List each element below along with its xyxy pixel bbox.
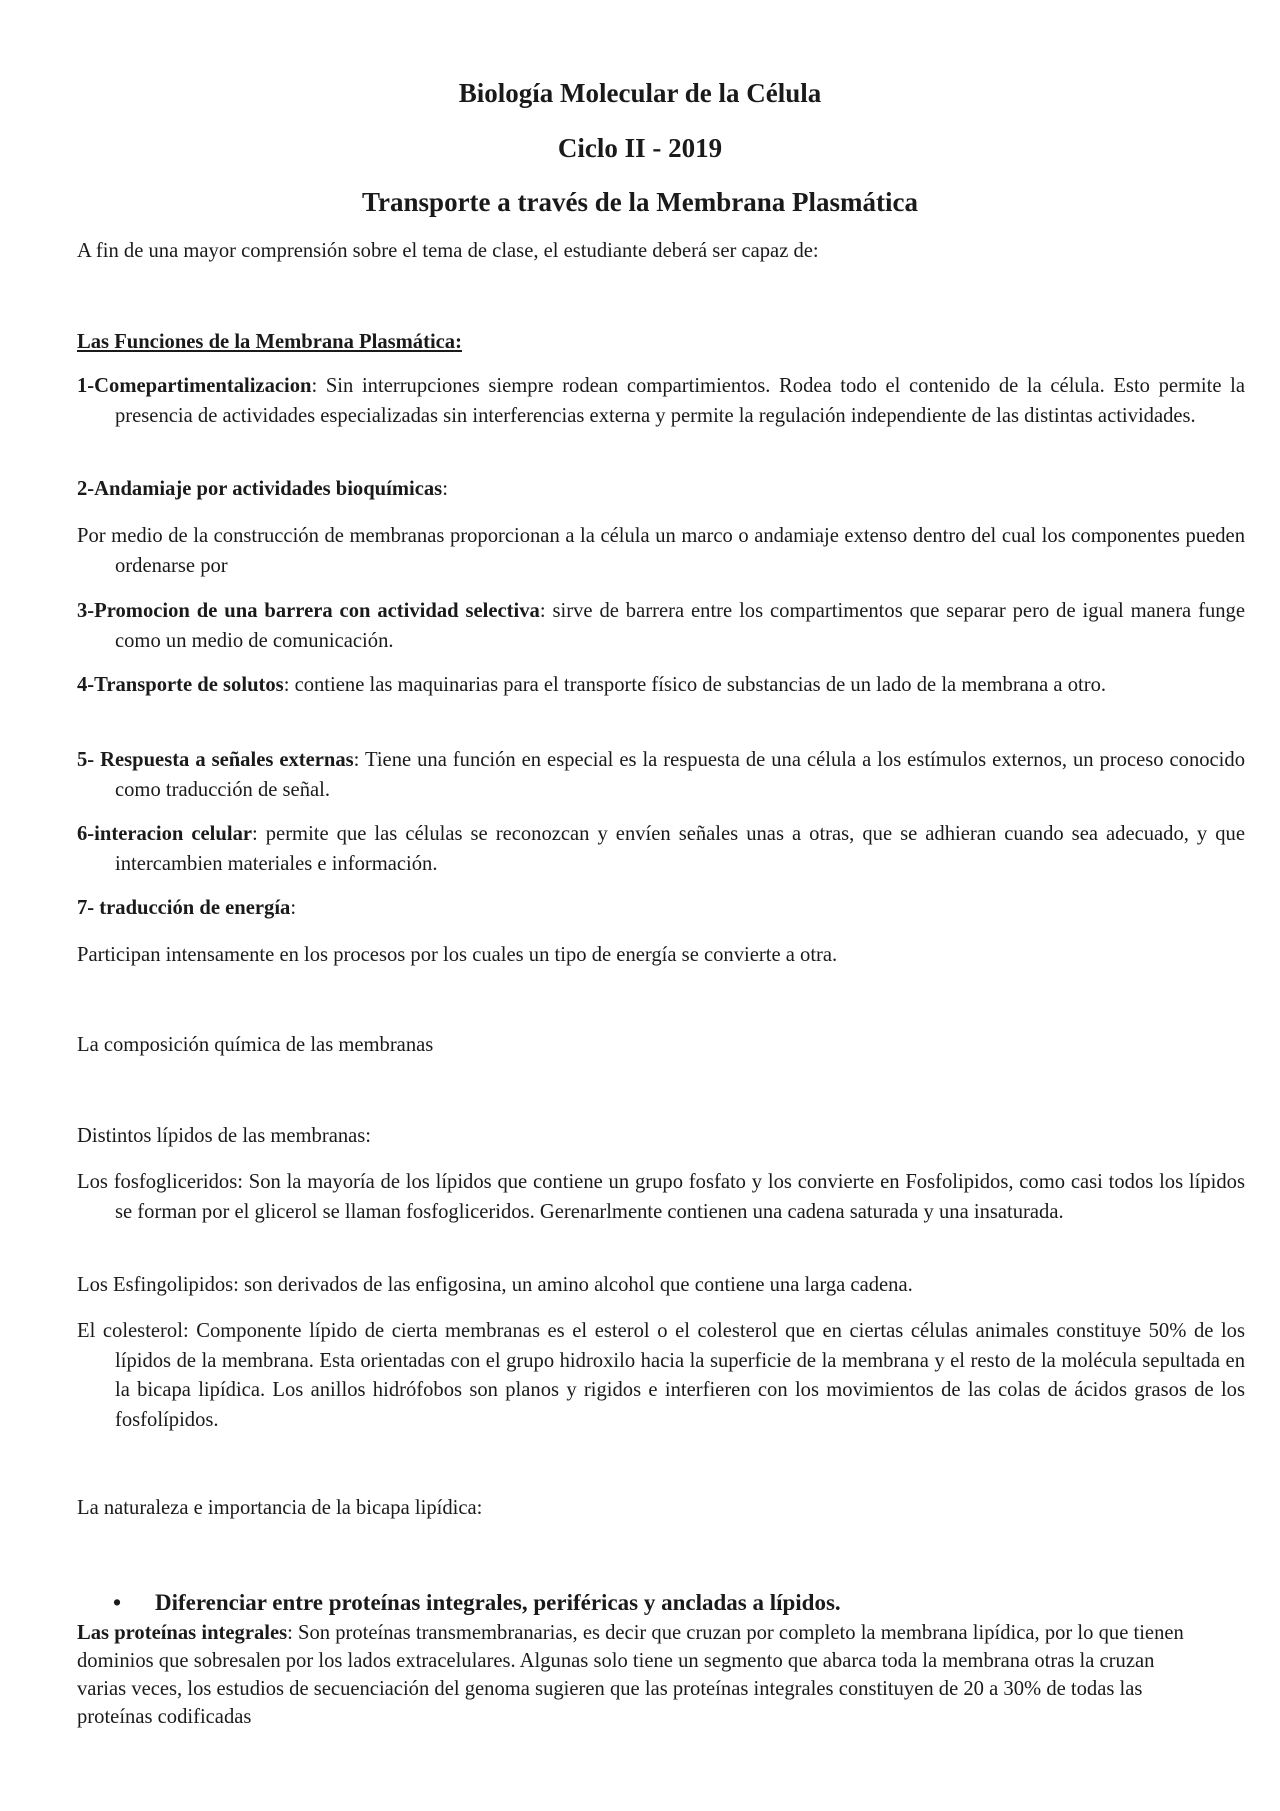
function-text: : [290, 897, 297, 919]
cycle-title: Ciclo II - 2019 [557, 133, 723, 163]
function-text: : [442, 478, 448, 500]
lipid-item-esfingolipidos: Los Esfingolipidos: son derivados de las enfigosina, un amino alcohol que contiene una larga cadena. [77, 1274, 913, 1296]
function-term: 2-Andamiaje por actividades bioquímicas [77, 478, 443, 500]
bilayer-heading: La naturaleza e importancia de la bicapa lipídica: [77, 1497, 483, 1519]
function-text: : permite que las células se reconozcan y envíen señales unas a otras, que se adhieran cuando sea adecuado, y que intercambien materiales e información. [115, 823, 1245, 875]
lipids-heading: Distintos lípidos de las membranas: [77, 1125, 372, 1147]
function-item-2-description [77, 522, 1245, 581]
topic-title: Transporte a través de la Membrana Plasmática [362, 187, 918, 217]
function-item-3 [77, 597, 1245, 656]
function-item-6 [77, 820, 1245, 879]
function-term: 3-Promocion de una barrera con actividad selectiva [77, 600, 540, 622]
function-term: 6-interacion celular [77, 823, 253, 845]
objective-bullet [113, 1588, 1213, 1618]
function-item-7-description [77, 941, 1245, 971]
function-text: Participan intensamente en los procesos por los cuales un tipo de energía se convierte a otra. [77, 944, 838, 966]
function-term: 7- traducción de energía [77, 897, 291, 919]
bullet-icon: • [113, 1590, 122, 1615]
function-text: Por medio de la construcción de membranas proporcionan a la célula un marco o andamiaje extenso dentro del cual los componentes pueden ordenarse por [77, 525, 1245, 577]
lipid-item-colesterol: El colesterol: Componente lípido de cierta membranas es el esterol o el colesterol que en ciertas células animales constituye 50% de los lípidos de la membrana. Esta orientadas con el grupo hidroxilo hacia la superficie de la membrana y el resto de la molécula sepultada en la bicapa lipídica. Los anillos hidrófobos son planos y rigidos e interfieren con los movimientos de las colas de ácidos grasos de los fosfolípidos. [77, 1320, 1245, 1431]
function-term: 4-Transporte de solutos [77, 674, 284, 696]
function-item-7 [77, 894, 1245, 924]
function-item-5 [77, 746, 1245, 805]
integral-text: : Son proteínas transmembranarias, es decir que cruzan por completo la membrana lipídica, por lo que tienen dominios que sobresalen por los lados extracelulares. Algunas solo tiene un segmento que abarca toda la membrana otras la cruzan varias veces, los estudios de secuenciación del genoma sugieren que las proteínas integrales constituyen de 20 a 30% de todas las proteínas codificadas [77, 1622, 1184, 1728]
function-term: 1-Comepartimentalizacion [77, 375, 312, 397]
function-text: : contiene las maquinarias para el transporte físico de substancias de un lado de la membrana a otro. [283, 674, 1107, 696]
function-item-1 [77, 372, 1245, 431]
integral-term: Las proteínas integrales [77, 1622, 288, 1644]
function-item-4 [77, 671, 1245, 701]
lipid-item-fosfogliceridos: Los fosfogliceridos: Son la mayoría de los lípidos que contiene un grupo fosfato y los convierte en Fosfolipidos, como casi todos los lípidos se forman por el glicerol se llaman fosfogliceridos. Gerenarlmente contienen una cadena saturada y una insaturada. [77, 1171, 1245, 1223]
function-text: : Sin interrupciones siempre rodean compartimientos. Rodea todo el contenido de la célula. Esto permite la presencia de actividades especializadas sin interferencias externa y permite la regulación independiente de las distintas actividades. [115, 375, 1245, 427]
composition-heading: La composición química de las membranas [77, 1034, 434, 1056]
course-title: Biología Molecular de la Célula [458, 78, 822, 108]
functions-heading: Las Funciones de la Membrana Plasmática: [77, 331, 462, 353]
intro-paragraph: A fin de una mayor comprensión sobre el tema de clase, el estudiante deberá ser capaz de: [77, 240, 819, 262]
function-item-2 [77, 475, 1245, 505]
function-text: : Tiene una función en especial es la respuesta de una célula a los estímulos externos, un proceso conocido como traducción de señal. [115, 749, 1245, 801]
integral-proteins-paragraph [77, 1619, 1192, 1731]
function-term: 5- Respuesta a señales externas [77, 749, 354, 771]
objective-text: Diferenciar entre proteínas integrales, periféricas y ancladas a lípidos. [155, 1590, 841, 1615]
function-text: : sirve de barrera entre los compartimentos que separar pero de igual manera funge como un medio de comunicación. [115, 600, 1245, 652]
